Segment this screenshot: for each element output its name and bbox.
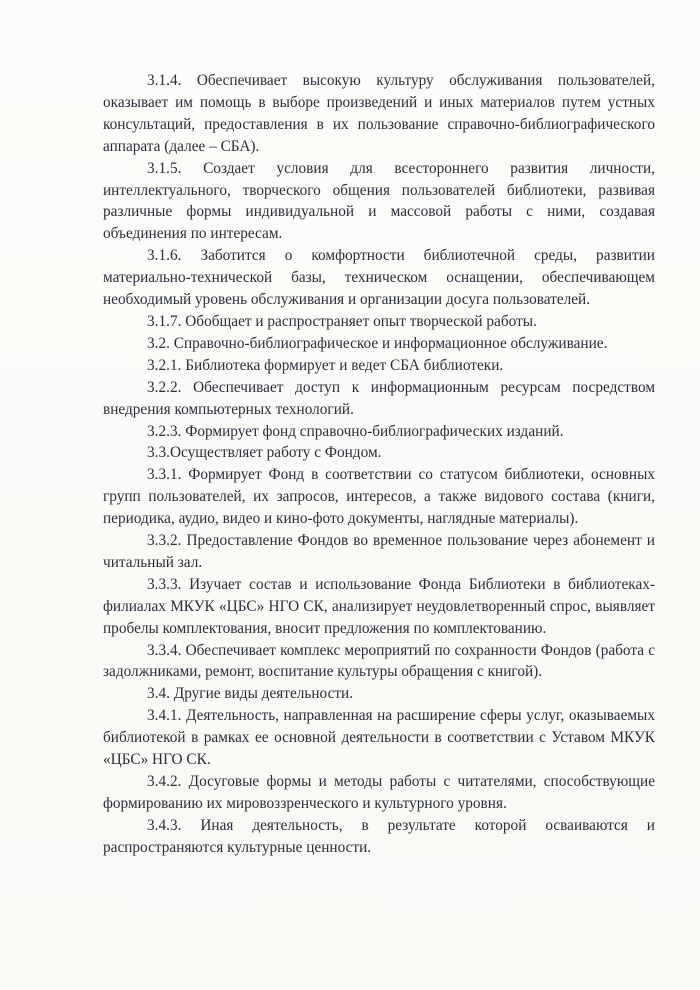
paragraph-3-3: 3.3.Осуществляет работу с Фондом. bbox=[147, 444, 382, 462]
paragraph-3-4-1: 3.4.1. Деятельность, направленная на расширение сферы услуг, оказываемых библиотекой в рамках ее основной деятельности в соответствии с Уставом МКУК «ЦБС» НГО СК. bbox=[103, 707, 655, 769]
paragraph-3-2: 3.2. Справочно-библиографическое и информационное обслуживание. bbox=[147, 334, 608, 352]
paragraph-3-1-6: 3.1.6. Заботится о комфортности библиотечной среды, развитии материально-технической базы, техническом оснащении, обеспечивающем необходимый уровень обслуживания и организации досуга пользователей. bbox=[103, 247, 655, 309]
paragraph-3-1-7: 3.1.7. Обобщает и распространяет опыт творческой работы. bbox=[147, 312, 537, 330]
paragraph-3-1-5: 3.1.5. Создает условия для всестороннего развития личности, интеллектуального, творческого общения пользователей библиотеки, развивая различные формы индивидуальной и массовой работы с ними, создавая объединения по интересам. bbox=[103, 159, 655, 243]
paragraph-3-3-4: 3.3.4. Обеспечивает комплекс мероприятий по сохранности Фондов (работа с задолжниками, ремонт, воспитание культуры обращения с книгой). bbox=[103, 641, 655, 681]
document-body bbox=[103, 70, 655, 859]
paragraph-3-3-2: 3.3.2. Предоставление Фондов во временное пользование через абонемент и читальный зал. bbox=[103, 532, 655, 571]
paragraph-3-3-1: 3.3.1. Формирует Фонд в соответствии со статусом библиотеки, основных групп пользователей, их запросов, интересов, а также видового состава (книги, периодика, аудио, видео и кино-фото документы, наглядные материалы). bbox=[103, 466, 655, 528]
paragraph-3-1-4: 3.1.4. Обеспечивает высокую культуру обслуживания пользователей, оказывает им помощь в выборе произведений и иных материалов путем устных консультаций, предоставления в их пользование справочно-библиографического аппарата (далее – СБА). bbox=[103, 72, 655, 155]
paragraph-3-3-3: 3.3.3. Изучает состав и использование Фонда Библиотеки в библиотеках-филиалах МКУК «ЦБС» НГО СК, анализирует неудовлетворенный спрос, выявляет пробелы комплектования, вносит предложения по комплектованию. bbox=[103, 575, 655, 637]
paragraph-3-4-2: 3.4.2. Досуговые формы и методы работы с читателями, способствующие формированию их мировоззренческого и культурного уровня. bbox=[103, 773, 655, 812]
paragraph-3-2-2: 3.2.2. Обеспечивает доступ к информационным ресурсам посредством внедрения компьютерных технологий. bbox=[103, 378, 655, 418]
paragraph-3-2-3: 3.2.3. Формирует фонд справочно-библиографических изданий. bbox=[147, 422, 564, 440]
paragraph-3-2-1: 3.2.1. Библиотека формирует и ведет СБА библиотеки. bbox=[147, 356, 504, 374]
paragraph-3-4: 3.4. Другие виды деятельности. bbox=[147, 685, 354, 703]
paragraph-3-4-3: 3.4.3. Иная деятельность, в результате которой осваиваются и распространяются культурные ценности. bbox=[103, 816, 655, 856]
